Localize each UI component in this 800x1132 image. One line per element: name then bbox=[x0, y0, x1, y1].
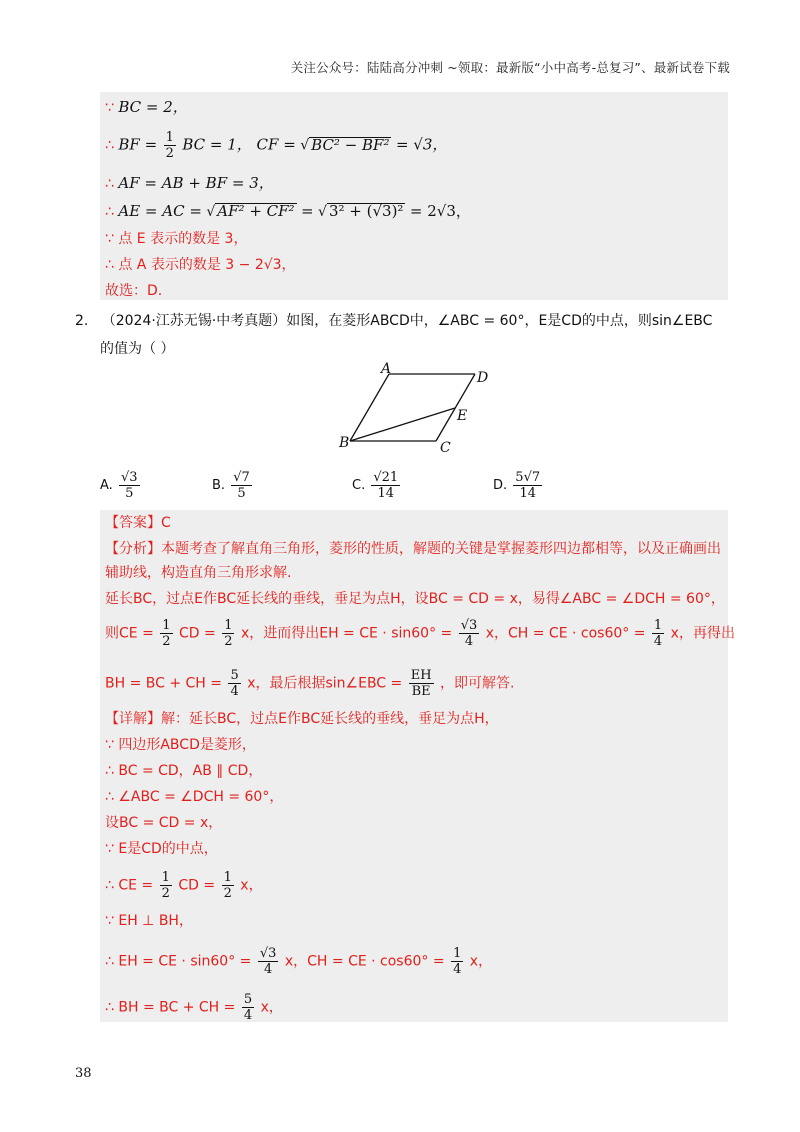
analysis-line-1 bbox=[105, 540, 721, 558]
because-symbol: ∵ bbox=[105, 100, 114, 116]
analysis-4-mid3: x，CH = CE · cos60° = bbox=[485, 625, 646, 642]
detail-line-8: ∵ EH ⊥ BH， bbox=[105, 913, 193, 929]
option-label: A. bbox=[100, 478, 113, 493]
therefore-symbol: ∴ bbox=[105, 204, 114, 220]
answer-tag: 【答案】 bbox=[105, 515, 161, 531]
detail-7a: ∴ CE = bbox=[105, 877, 154, 894]
fraction-quarter: $\frac{1}{4}$ bbox=[453, 946, 462, 977]
fraction-quarter: $\frac{1}{4}$ bbox=[653, 618, 663, 649]
detail-10a: ∴ BH = BC + CH = bbox=[105, 999, 236, 1016]
analysis-text-1: 本题考查了解直角三角形，菱形的性质，解题的关键是掌握菱形四边都相等，以及正确画出 bbox=[161, 541, 721, 557]
prev-text-4c: = 2√3， bbox=[409, 202, 471, 220]
detail-9c: x， bbox=[469, 953, 493, 970]
analysis-4-pre: 则CE = bbox=[105, 625, 154, 642]
detail-line-9 bbox=[105, 946, 492, 977]
prev-text-2b: BC = 1， CF = bbox=[182, 135, 296, 154]
option-label: C. bbox=[352, 478, 366, 493]
answer-line bbox=[105, 514, 171, 532]
detail-tag: 【详解】 bbox=[105, 711, 161, 727]
therefore-symbol: ∴ bbox=[105, 176, 114, 192]
detail-line-6: ∵ E是CD的中点， bbox=[105, 841, 218, 857]
fraction-half: $\frac{1}{2}$ bbox=[223, 870, 232, 901]
therefore-symbol: ∴ bbox=[105, 137, 114, 154]
option-D[interactable] bbox=[493, 470, 544, 501]
fraction-5-4: $\frac{5}{4}$ bbox=[230, 668, 239, 699]
label-E: E bbox=[457, 408, 468, 424]
option-label: B. bbox=[212, 478, 226, 493]
option-A[interactable] bbox=[100, 470, 142, 501]
prev-line-1 bbox=[105, 98, 188, 117]
label-D: D bbox=[477, 370, 489, 386]
detail-7c: x， bbox=[240, 877, 263, 894]
fraction-half: $\frac{1}{2}$ bbox=[224, 618, 233, 649]
prev-text-3: AF = AB + BF = 3， bbox=[118, 174, 274, 192]
sqrt-expr: BC² − BF² bbox=[311, 135, 390, 154]
detail-7b: CD = bbox=[178, 877, 216, 894]
edge-BA bbox=[350, 374, 389, 441]
analysis-tag: 【分析】 bbox=[105, 541, 161, 557]
prev-line-3 bbox=[105, 174, 274, 193]
page-number: 38 bbox=[75, 1066, 92, 1081]
prev-line-4: ∴ AE = AC = √ AF² + CF² = √ 3² + (√3)² = 2√3， bbox=[105, 202, 471, 220]
fraction-sqrt3-4: $\frac{√3}{4}$ bbox=[259, 946, 277, 977]
prev-text-4a: AE = AC = bbox=[118, 202, 202, 220]
prev-line-6: ∴ 点 A 表示的数是 3 − 2√3， bbox=[105, 257, 296, 273]
detail-line-10 bbox=[105, 992, 283, 1023]
analysis-5-pre: BH = BC + CH = bbox=[105, 675, 223, 692]
prev-text-2c: = √3， bbox=[395, 135, 448, 154]
detail-line-4: ∴ ∠ABC = ∠DCH = 60°， bbox=[105, 789, 284, 805]
option-fraction: $\frac{√21}{14}$ bbox=[373, 470, 399, 501]
question-number: 2. bbox=[75, 313, 89, 329]
prev-text-2a: BF = bbox=[118, 135, 158, 154]
detail-9b: x，CH = CE · cos60° = bbox=[284, 953, 445, 970]
analysis-line-5 bbox=[105, 668, 514, 699]
analysis-5-end: ，即可解答. bbox=[440, 675, 515, 692]
label-C: C bbox=[440, 440, 451, 456]
prev-line-7: 故选：D. bbox=[105, 283, 163, 299]
label-A: A bbox=[381, 361, 392, 377]
sqrt-expr-1: AF² + CF² bbox=[217, 202, 295, 220]
prev-text-1: BC = 2， bbox=[118, 98, 188, 116]
detail-line-7 bbox=[105, 870, 263, 901]
detail-line-2: ∵ 四边形ABCD是菱形， bbox=[105, 737, 256, 753]
prev-line-5: ∵ 点 E 表示的数是 3， bbox=[105, 231, 248, 247]
option-fraction: $\frac{√3}{5}$ bbox=[120, 470, 138, 501]
edge-DC bbox=[436, 374, 475, 441]
detail-9a: ∴ EH = CE · sin60° = bbox=[105, 953, 252, 970]
option-fraction: $\frac{5√7}{14}$ bbox=[515, 470, 541, 501]
option-label: D. bbox=[493, 478, 508, 493]
question-stem bbox=[75, 312, 712, 330]
segment-BE bbox=[350, 408, 455, 441]
answer-value: C bbox=[161, 515, 171, 531]
detail-line-3: ∴ BC = CD，AB ∥ CD， bbox=[105, 763, 263, 779]
analysis-4-mid2: x，进而得出EH = CE · sin60° = bbox=[240, 625, 453, 642]
analysis-line-3: 延长BC，过点E作BC延长线的垂线，垂足为点H，设BC = CD = x，易得∠ABC = ∠DCH = 60°， bbox=[105, 591, 725, 607]
sqrt-expr-2: 3² + (√3)² bbox=[328, 202, 404, 220]
analysis-line-2: 辅助线，构造直角三角形求解. bbox=[105, 565, 292, 581]
option-fraction: $\frac{√7}{5}$ bbox=[233, 470, 250, 501]
detail-line-5: 设BC = CD = x， bbox=[105, 815, 223, 831]
analysis-5-mid: x，最后根据sin∠EBC = bbox=[247, 675, 403, 692]
fraction-sqrt3-4: $\frac{√3}{4}$ bbox=[460, 618, 478, 649]
equals: = bbox=[301, 202, 314, 220]
answer-block bbox=[100, 510, 735, 1023]
fraction-half: $\frac{1}{2}$ bbox=[162, 618, 171, 649]
detail-text-1: 解：延长BC，过点E作BC延长线的垂线，垂足为点H， bbox=[161, 711, 499, 727]
fraction-eh-be: $\frac{EH}{BE}$ bbox=[410, 668, 432, 699]
label-B: B bbox=[339, 435, 350, 451]
question-text: （2024·江苏无锡·中考真题）如图，在菱形ABCD中，∠ABC = 60°，E是CD的中点，则sin∠EBC bbox=[101, 313, 713, 329]
option-B[interactable] bbox=[212, 470, 254, 501]
analysis-4-mid: CD = bbox=[179, 625, 216, 642]
analysis-line-4 bbox=[105, 618, 735, 649]
question-stem-2: 的值为（ ） bbox=[100, 341, 175, 357]
page-header: 关注公众号：陆陆高分冲刺 ~领取：最新版“小中高考-总复习”、最新试卷下载 bbox=[290, 60, 730, 75]
fraction-half: $\frac{1}{2}$ bbox=[165, 130, 174, 161]
fraction-5-4: $\frac{5}{4}$ bbox=[243, 992, 253, 1023]
prev-line-2: ∴ BF = $\frac{1}{2}$ BC = 1， CF = √ BC² − BF² = √3， bbox=[105, 130, 448, 161]
prev-solution-block bbox=[100, 92, 728, 300]
detail-10b: x， bbox=[260, 999, 283, 1016]
analysis-4-end: x，再得出 bbox=[670, 625, 735, 642]
detail-line-1 bbox=[105, 710, 499, 728]
option-C[interactable] bbox=[352, 470, 402, 501]
fraction-half: $\frac{1}{2}$ bbox=[161, 870, 170, 901]
